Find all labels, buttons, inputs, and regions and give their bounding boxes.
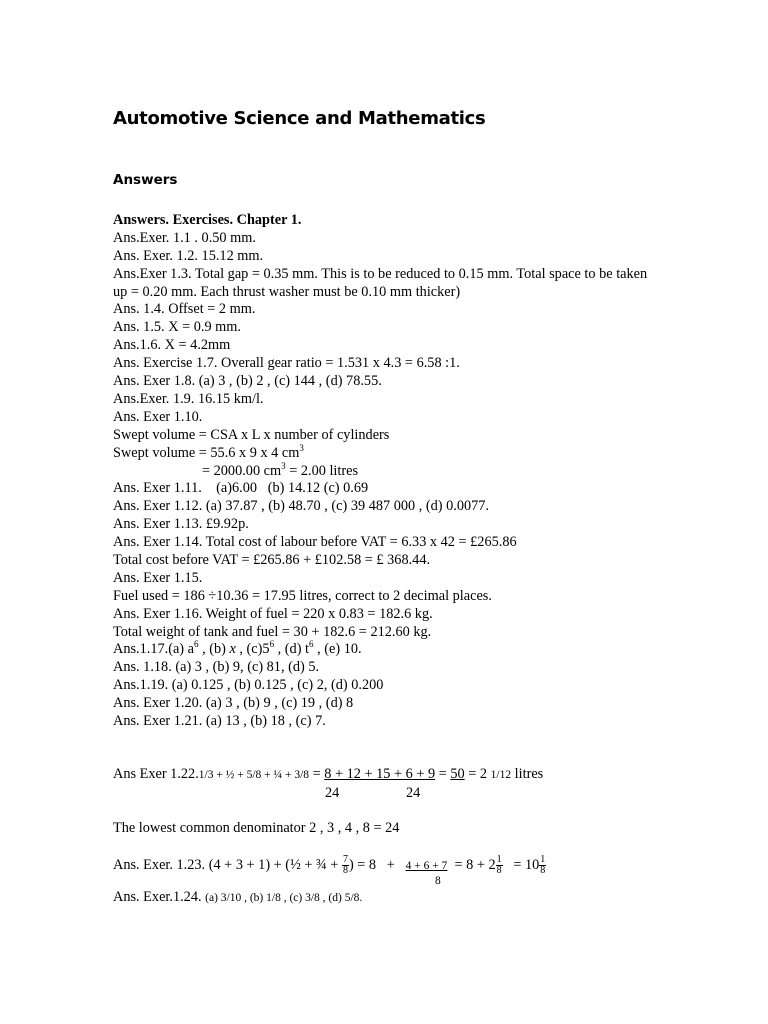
ex122-result-fraction: 1/12 [490,769,512,781]
answer-line: Fuel used = 186 ÷10.36 = 17.95 litres, correct to 2 decimal places. [113,587,492,604]
exponent: 6 [269,639,275,650]
fraction-seven-eighths [342,855,349,876]
fraction-one-eighth [496,855,503,876]
ex122-denominator-1: 24 [325,785,340,801]
ex123-equals: = 8 + 2 [447,856,496,873]
ex124-values: (a) 3/10 , (b) 1/8 , (c) 3/8 , (d) 5/8. [205,892,363,904]
ex122-denominator-2: 24 [406,785,421,801]
answer-line: Ans. Exer 1.13. £9.92p. [113,516,249,533]
ex122-result: = 2 [464,766,491,782]
answer-line: Ans.1.6. X = 4.2mm [113,337,231,354]
ex122-equals: = [309,766,325,782]
ex122-result-unit: litres [511,766,544,782]
ex123-denominator: 8 [435,875,441,887]
ans117-text: , (b) [198,641,230,658]
swept-volume-value: = 2000.00 cm [202,462,282,479]
answer-line: Ans. Exer 1.15. [113,569,203,586]
fraction-numerator: 1 [496,854,502,865]
answer-line: Ans.Exer. 1.1 . 0.50 mm. [113,229,256,246]
document-title: Automotive Science and Mathematics [113,108,486,129]
ans117-text: , (c)5 [235,641,270,658]
fraction-numerator: 7 [342,854,348,865]
answer-line: Ans. Exer 1.10. [113,408,203,425]
ex122-equals: = [435,766,451,782]
answer-line: Ans. Exer. 1.2. 15.12 mm. [113,247,264,264]
answer-line: Ans.1.19. (a) 0.125 , (b) 0.125 , (c) 2, (d) 0.200 [113,677,384,694]
fraction-one-eighth [539,855,546,876]
answer-line: Ans. 1.4. Offset = 2 mm. [113,301,256,318]
exponent: 6 [309,639,314,650]
answer-line: Ans.Exer. 1.9. 16.15 km/l. [113,390,264,407]
ans117-text: , (e) 10. [313,641,362,658]
swept-volume-text: Swept volume = 55.6 x 9 x 4 cm [113,444,300,461]
answer-line: Ans. Exercise 1.7. Overall gear ratio = 1.531 x 4.3 = 6.58 :1. [113,355,460,372]
exercise-124-line [113,889,362,906]
fraction-denominator: 8 [342,865,348,876]
exercise-122-line [113,766,543,783]
ex122-numerator-50: 50 [450,766,465,782]
variable-x: x [229,641,236,658]
answer-line: Ans. Exer 1.12. (a) 37.87 , (b) 48.70 , (c) 39 487 000 , (d) 0.0077. [113,498,490,515]
swept-volume-litres: = 2.00 litres [285,462,359,479]
answers-body [113,212,658,731]
ex122-numerator: 8 + 12 + 15 + 6 + 9 [324,766,436,782]
answer-line: Ans. Exer 1.21. (a) 13 , (b) 18 , (c) 7. [113,712,326,729]
fraction-denominator: 8 [540,865,546,876]
ex123-numerator: 4 + 6 + 7 [405,859,448,872]
ans117-text: Ans.1.17.(a) a [113,641,194,658]
exponent: 6 [194,639,199,650]
ex123-mid: ) = 8 + [348,856,406,873]
answer-line: Ans. 1.5. X = 0.9 mm. [113,319,242,336]
ex122-label: Ans Exer 1.22. [113,766,199,782]
cube-superscript: 3 [281,460,286,471]
chapter-heading: Answers. Exercises. Chapter 1. [113,212,302,228]
answer-line: Ans. Exer 1.11. (a)6.00 (b) 14.12 (c) 0.69 [113,480,369,497]
cube-superscript: 3 [299,442,304,453]
ex122-numerator-wrap [324,766,435,783]
swept-volume-result [113,460,658,481]
swept-volume-line [113,442,658,463]
ex122-expression: 1/3 + ½ + 5/8 + ¼ + 3/8 [198,769,310,781]
ex123-result: = 10 [502,856,540,873]
answer-line-117 [113,641,658,659]
answer-line: Swept volume = CSA x L x number of cylinders [113,426,390,443]
lcd-line: The lowest common denominator 2 , 3 , 4 , 8 = 24 [113,820,400,836]
answer-line: Ans. Exer 1.14. Total cost of labour before VAT = 6.33 x 42 = £265.86 [113,534,517,551]
answer-line: Ans. Exer 1.8. (a) 3 , (b) 2 , (c) 144 , (d) 78.55. [113,373,382,390]
answer-line: Ans. 1.18. (a) 3 , (b) 9, (c) 81, (d) 5. [113,659,320,676]
answer-line: Ans. Exer 1.20. (a) 3 , (b) 9 , (c) 19 , (d) 8 [113,695,354,712]
ex123-label: Ans. Exer. 1.23. (4 + 3 + 1) + (½ + ¾ + [113,856,342,873]
answers-heading: Answers [113,172,178,188]
fraction-denominator: 8 [496,865,502,876]
answer-line: Total weight of tank and fuel = 30 + 182.6 = 212.60 kg. [113,623,432,640]
exercise-123-line [113,855,546,876]
ans117-text: , (d) t [274,641,310,658]
answer-line: Total cost before VAT = £265.86 + £102.58 = £ 368.44. [113,551,431,568]
fraction-numerator: 1 [540,854,546,865]
answer-line: Ans.Exer 1.3. Total gap = 0.35 mm. This is to be reduced to 0.15 mm. Total space to be taken up = 0.20 mm. Each thrust washer must be 0.10 mm thicker) [113,265,648,300]
ex124-label: Ans. Exer.1.24. [113,889,206,905]
answer-line: Ans. Exer 1.16. Weight of fuel = 220 x 0.83 = 182.6 kg. [113,605,433,622]
